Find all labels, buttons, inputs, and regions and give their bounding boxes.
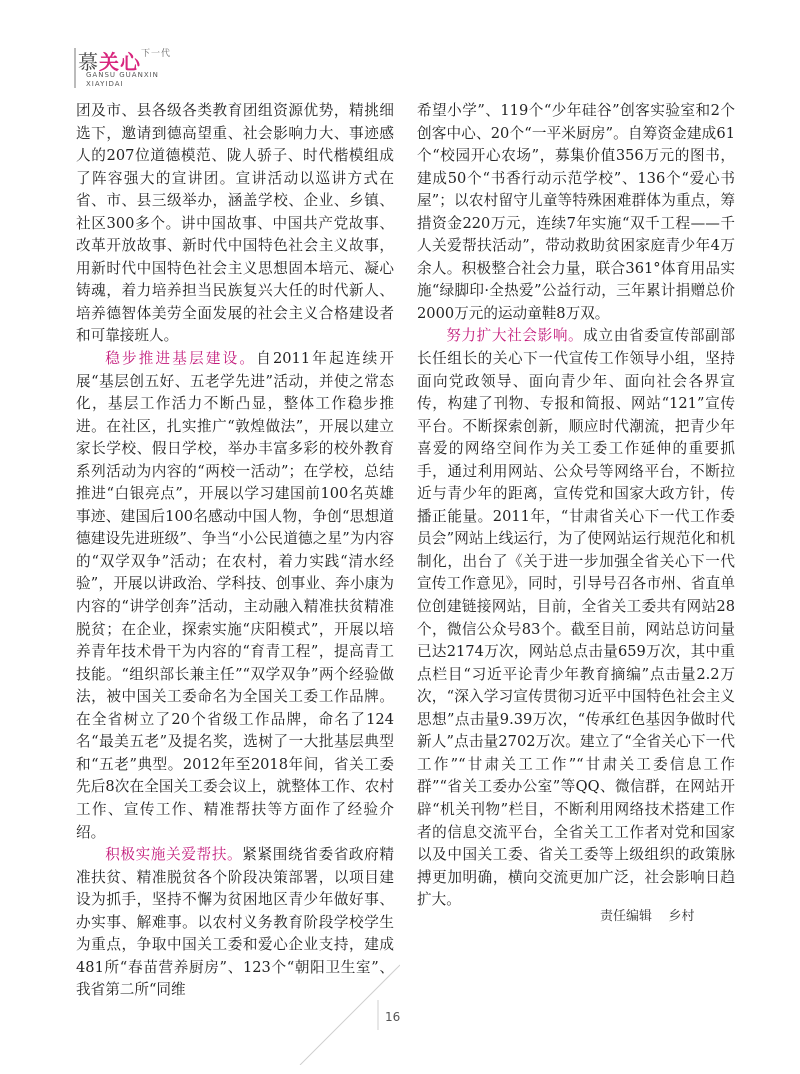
logo-small: 下一代 (141, 49, 172, 59)
decorative-line (200, 955, 400, 1065)
section-heading: 稳步推进基层建设。 (105, 350, 257, 368)
masthead-logo (78, 46, 218, 92)
paragraph: 团及市、县各级各类教育团组资源优势，精挑细选下，邀请到德高望重、社会影响力大、事迹感人的207位道德模范、陇人骄子、时代楷模组成了阵容强大的宣讲团。宣讲活动以巡讲方式在省、市、县三级举办，涵盖学校、企业、乡镇、社区300多个。讲中国故事、中国共产党故事、改革开放故事、新时代中国特色社会主义故事，用新时代中国特色社会主义思想固本培元、凝心铸魂，着力培养担当民族复兴大任的时代新人、培养德智体美劳全面发展的社会主义合格建设者和可靠接班人。 (76, 102, 394, 345)
left-column (76, 100, 394, 1002)
logo-english-line2: XIAYIDAI (86, 80, 124, 88)
section-heading: 积极实施关爱帮扶。 (105, 846, 243, 864)
logo-accent: 关心 (99, 50, 141, 74)
paragraph (417, 325, 735, 911)
editor-credit: 责任编辑 乡村 (600, 909, 695, 924)
right-column (417, 100, 735, 912)
paragraph: 希望小学”、119个“少年硅谷”创客实验室和2个创客中心、20个“一平米厨房”。自筹资金建成61个“校园开心农场”，募集价值356万元的图书，建成50个“书香行动示范学校”、136个“爱心书屋”；以农村留守儿童等特殊困难群体为重点，筹措资金220万元，连续7年实施“双千工程——千人关爱帮扶活动”，带动救助贫困家庭青少年4万余人。积极整合社会力量，联合361°体育用品实施“绿脚印·全热爱”公益行动，三年累计捐赠总价2000万元的运动童鞋8万双。 (417, 102, 735, 322)
logo-english-line1: GANSU GUANXIN (86, 71, 159, 79)
logo-divider (74, 48, 76, 88)
paragraph-body: 紧紧围绕省委省政府精准扶贫、精准脱贫各个阶段决策部署，以项目建设为抓手，坚持不懈为贫困地区青少年做好事、办实事、解难事。以农村义务教育阶段学校学生为重点，争取中国关工委和爱心企业支持，建成481所“春苗营养厨房”、123个“朝阳卫生室”、我省第二所“同维 (76, 846, 394, 999)
paragraph-body: 成立由省委宣传部副部长任组长的关心下一代宣传工作领导小组，坚持面向党政领导、面向青少年、面向社会各界宣传，构建了刊物、专报和简报、网站“121”宣传平台。不断探索创新，顺应时代潮流，把青少年喜爱的网络空间作为关工委工作延伸的重要抓手，通过利用网站、公众号等网络平台，不断拉近与青少年的距离，宣传党和国家大政方针，传播正能量。2011年，“甘肃省关心下一代工作委员会”网站上线运行，为了使网站运行规范化和机制化，出台了《关于进一步加强全省关心下一代宣传工作意见》，同时，引导号召各市州、省直单位创建链接网站，目前，全省关工委共有网站28个，微信公众号83个。截至目前，网站总访问量已达2174万次，网站总点击量659万次，其中重点栏目“习近平论青少年教育摘编”点击量2.2万次，“深入学习宣传贯彻习近平中国特色社会主义思想”点击量9.39万次，“传承红色基因争做时代新人”点击量2702万次。建立了“全省关心下一代工作”“甘肃关工工作”“甘肃关工委信息工作群”“省关工委办公室”等QQ、微信群，在网站开辟“机关刊物”栏目，不断利用网络技术搭建工作者的信息交流平台，全省关工工作者对党和国家以及中国关工委、省关工委等上级组织的政策脉搏更加明确，横向交流更加广泛，社会影响日趋扩大。 (417, 327, 735, 909)
logo-char: 慕 (78, 50, 99, 74)
paragraph (76, 348, 394, 844)
page-number: 16 (385, 1010, 401, 1024)
section-heading: 努力扩大社会影响。 (446, 327, 584, 345)
paragraph-body: 自2011年起连续开展“基层创五好、五老学先进”活动，并使之常态化，基层工作活力不断凸显，整体工作稳步推进。在社区，扎实推广“敦煌做法”，开展以建立家长学校、假日学校，举办丰富多彩的校外教育系列活动为内容的“两校一活动”；在学校，总结推进“白银亮点”，开展以学习建国前100名英雄事迹、建国后100名感动中国人物，争创“思想道德建设先进班级”、争当“小公民道德之星”为内容的“双学双争”活动；在农村，着力实践“清水经验”，开展以讲政治、学科技、创事业、奔小康为内容的“讲学创奔”活动，主动融入精准扶贫精准脱贫；在企业，探索实施“庆阳模式”，开展以培养青年技术骨干为内容的“育青工程”，提高青工技能。“组织部长兼主任”“双学双争”两个经验做法，被中国关工委命名为全国关工委工作品牌。在全省树立了20个省级工作品牌，命名了124名“最美五老”及提名奖，选树了一大批基层典型和“五老”典型。2012年至2018年间，省关工委先后8次在全国关工委会议上，就整体工作、农村工作、宣传工作、精准帮扶等方面作了经验介绍。 (76, 350, 394, 841)
